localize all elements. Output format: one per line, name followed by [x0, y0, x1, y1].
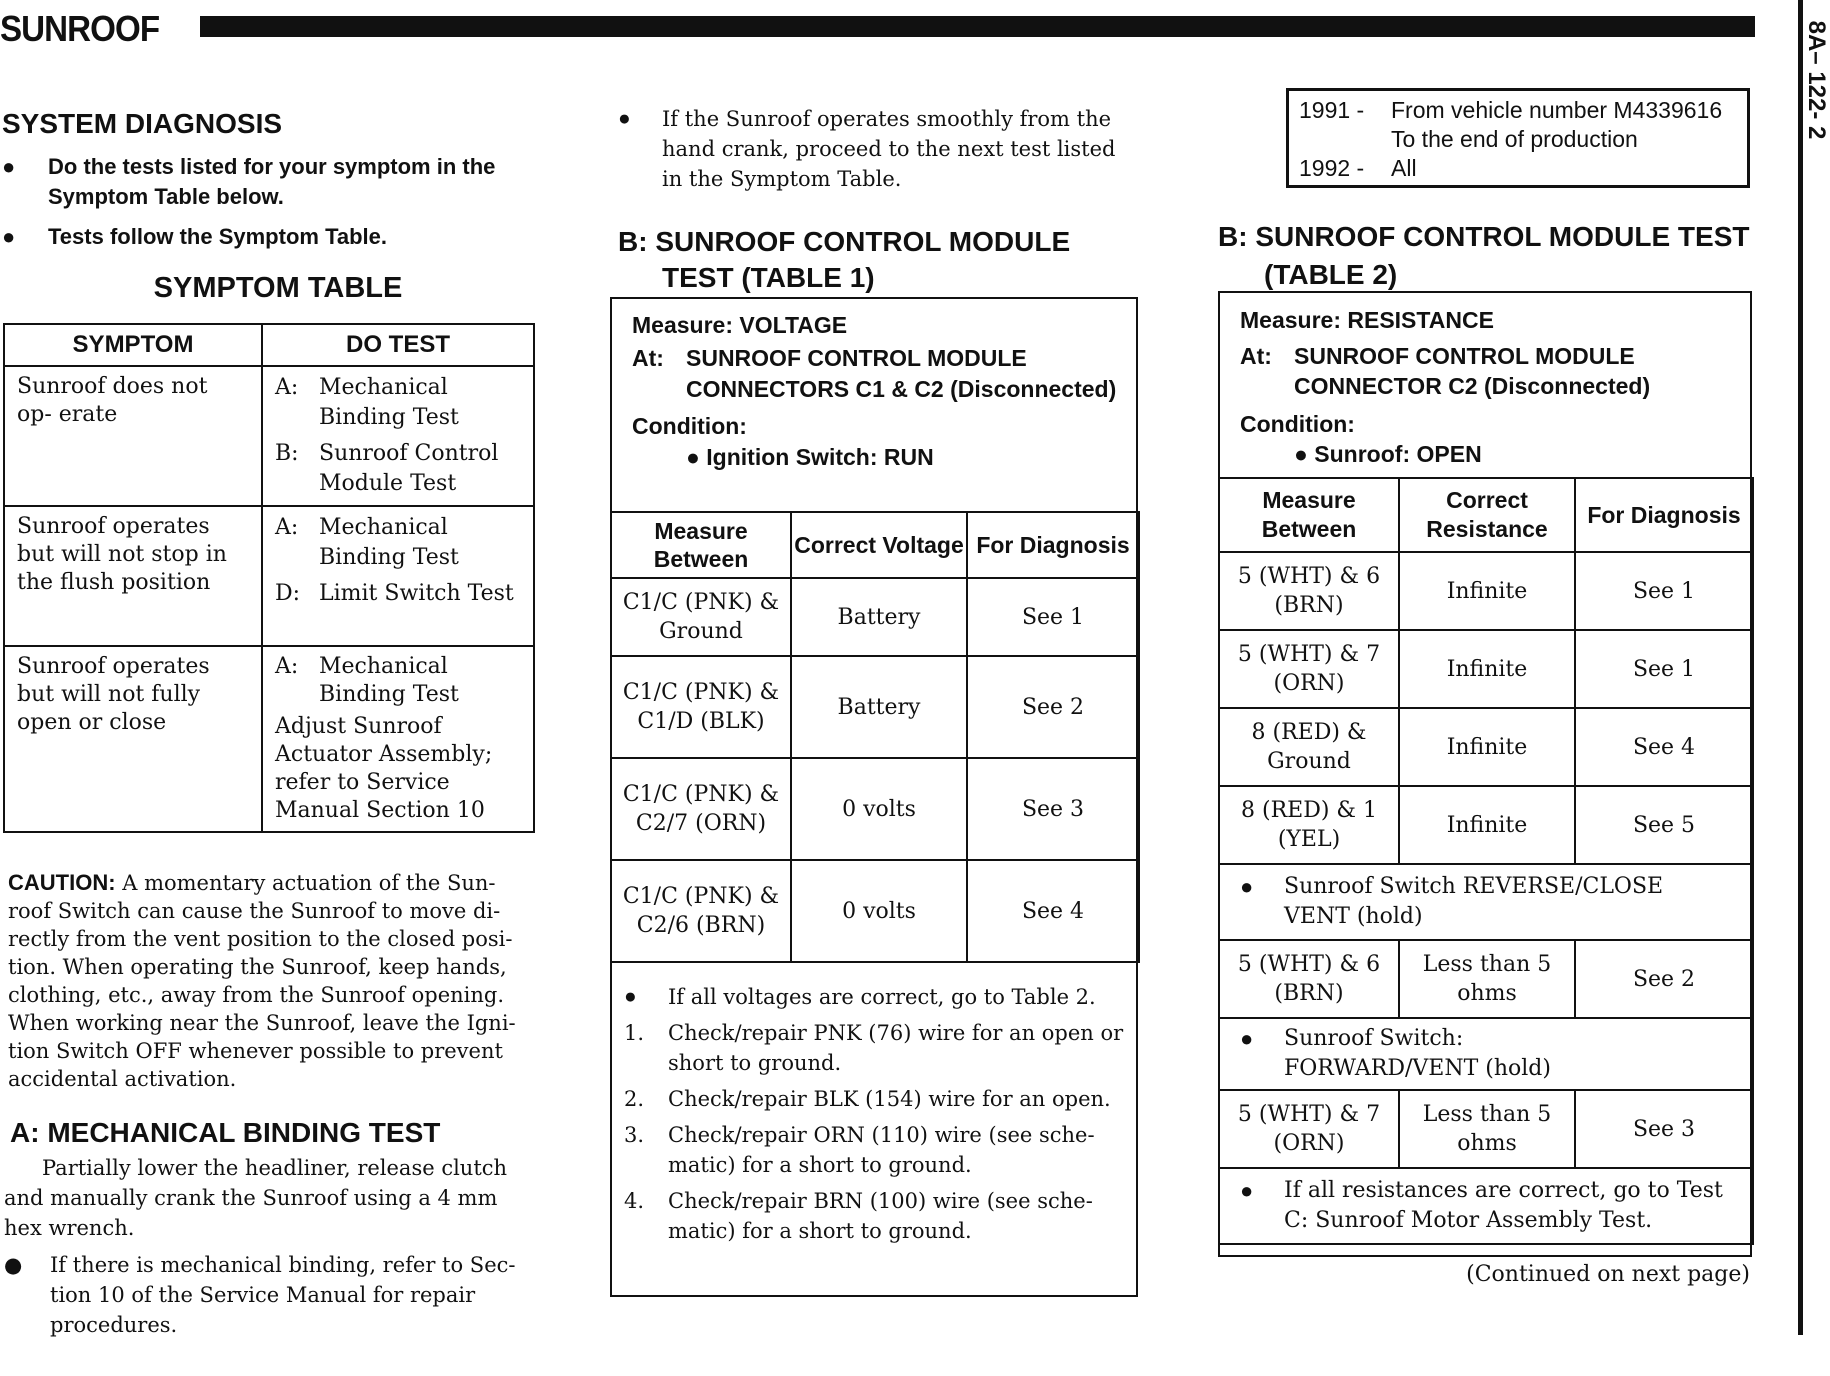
diagnosis-cell: See 3 — [967, 758, 1139, 860]
measure-between-cell: C1/C (PNK) & C2/6 (BRN) — [611, 860, 791, 962]
resistance-table — [1218, 477, 1754, 1245]
test-letter: B: — [275, 441, 299, 466]
switch-row — [1219, 864, 1753, 940]
table-header-row — [1219, 478, 1753, 552]
page-title: SUNROOF — [0, 8, 160, 49]
applicability-row — [1299, 125, 1737, 154]
table-1-notes — [624, 982, 1136, 1246]
header-for-diagnosis: For Diagnosis — [1575, 478, 1753, 552]
test-name: Limit Switch Test — [319, 581, 514, 606]
page-number — [1803, 20, 1830, 140]
table-row — [4, 506, 534, 646]
continued-note: (Continued on next page) — [1466, 1262, 1750, 1287]
header-symptom: SYMPTOM — [4, 324, 262, 366]
test-item — [275, 439, 521, 499]
correct-resistance-cell: Less than 5 ohms — [1399, 940, 1575, 1018]
table-row — [1219, 708, 1753, 786]
condition-text: Sunroof: OPEN — [1314, 441, 1482, 467]
header-for-diagnosis: For Diagnosis — [967, 512, 1139, 578]
page-number-text: 8A– 122- 2 — [1803, 20, 1830, 140]
header-correct-resistance: Correct Resistance — [1399, 478, 1575, 552]
correct-resistance-cell: Infinite — [1399, 630, 1575, 708]
test-name: Mechanical Binding Test — [319, 654, 459, 707]
applicability-text: To the end of production — [1391, 126, 1638, 152]
symptom-cell: Sunroof does not op- erate — [4, 366, 262, 506]
note-number: 4. — [624, 1189, 645, 1213]
table-row — [1219, 630, 1753, 708]
table-2-heading — [1218, 218, 1798, 294]
diagnosis-cell: See 4 — [967, 860, 1139, 962]
note-number: 3. — [624, 1123, 645, 1147]
measure-between-cell: C1/C (PNK) & Ground — [611, 578, 791, 656]
test-letter: A: — [275, 375, 299, 400]
diagnosis-cell: See 4 — [1575, 708, 1753, 786]
test-name: Mechanical Binding Test — [319, 515, 459, 570]
table-row — [611, 758, 1139, 860]
table-row — [611, 656, 1139, 758]
bullet-text: Do the tests listed for your symptom in the Symptom Table below. — [48, 154, 496, 209]
bullet-item — [4, 1250, 530, 1340]
bullet-text: If there is mechanical binding, refer to Sec- tion 10 of the Service Manual for repair procedures. — [50, 1253, 516, 1337]
table-2-heading-line1: B: SUNROOF CONTROL MODULE TEST — [1218, 221, 1750, 252]
measure-between-cell: 5 (WHT) & 7 (ORN) — [1219, 1090, 1399, 1168]
measure-between-cell: C1/C (PNK) & C2/7 (ORN) — [611, 758, 791, 860]
test-item — [275, 579, 521, 609]
note-number: 2. — [624, 1087, 645, 1111]
measure-between-cell: 5 (WHT) & 6 (BRN) — [1219, 940, 1399, 1018]
table-1-heading-line1: B: SUNROOF CONTROL MODULE — [618, 226, 1071, 257]
note-item — [624, 1018, 1136, 1078]
note-text: If all voltages are correct, go to Table 2. — [668, 985, 1096, 1009]
test-letter: A: — [275, 654, 299, 679]
bullet-item — [2, 222, 542, 252]
condition-label: Condition: — [1240, 411, 1355, 437]
table-row — [611, 860, 1139, 962]
symptom-cell: Sunroof operates but will not stop in the flush position — [4, 506, 262, 646]
caution-note — [8, 869, 530, 1093]
note-number: 1. — [624, 1021, 645, 1045]
note-text: Check/repair ORN (110) wire (see sche- matic) for a short to ground. — [668, 1123, 1095, 1177]
measure-label: Measure: RESISTANCE — [1240, 307, 1494, 333]
test-a-section — [10, 1117, 530, 1149]
switch-forward-text: Sunroof Switch: FORWARD/VENT (hold) — [1284, 1026, 1551, 1081]
diagnosis-cell: See 5 — [1575, 786, 1753, 864]
table-header-row — [4, 324, 534, 366]
test-name: Mechanical Binding Test — [319, 375, 459, 430]
table-1-heading-line2: TEST (TABLE 1) — [662, 262, 875, 293]
note-text: Check/repair PNK (76) wire for an open or short to ground. — [668, 1021, 1124, 1075]
caution-label: CAUTION: — [8, 870, 116, 895]
applicability-box — [1286, 88, 1750, 188]
correct-resistance-cell: Infinite — [1399, 552, 1575, 630]
table-row — [1219, 1090, 1753, 1168]
at-row — [1240, 341, 1740, 401]
final-row — [1219, 1168, 1753, 1244]
condition-item: ● Sunroof: OPEN — [1294, 441, 1482, 467]
side-rule — [1798, 0, 1803, 1335]
table-row — [1219, 552, 1753, 630]
applicability-year: 1991 - — [1299, 97, 1365, 123]
measure-between-cell: C1/C (PNK) & C1/D (BLK) — [611, 656, 791, 758]
applicability-text: From vehicle number M4339616 — [1391, 97, 1723, 123]
note-text: Check/repair BLK (154) wire for an open. — [668, 1087, 1111, 1111]
note-item — [624, 1120, 1136, 1180]
bullet-icon: ● — [1240, 1026, 1254, 1051]
do-test-cell — [262, 506, 534, 646]
symptom-cell: Sunroof operates but will not fully open or close — [4, 646, 262, 832]
table-row — [1219, 786, 1753, 864]
bullet-text: Tests follow the Symptom Table. — [48, 224, 388, 249]
measure-between-cell: 5 (WHT) & 7 (ORN) — [1219, 630, 1399, 708]
measure-between-cell: 8 (RED) & 1 (YEL) — [1219, 786, 1399, 864]
table-row — [611, 578, 1139, 656]
applicability-row — [1299, 154, 1737, 183]
bullet-item — [2, 152, 542, 212]
switch-forward-cell — [1219, 1018, 1753, 1090]
bullet-icon: ● — [4, 1253, 23, 1277]
voltage-table — [610, 511, 1140, 963]
applicability-year — [1299, 125, 1391, 154]
correct-voltage-cell: Battery — [791, 578, 967, 656]
measure-between-cell: 8 (RED) & Ground — [1219, 708, 1399, 786]
bullet-icon: ● — [2, 224, 16, 249]
final-bullet-text: If all resistances are correct, go to Test C: Sunroof Motor Assembly Test. — [1284, 1178, 1723, 1233]
at-text: SUNROOF CONTROL MODULE CONNECTORS C1 & C2 (Disconnected) — [686, 345, 1117, 402]
table-2-measure-block — [1240, 305, 1740, 469]
test-extra: Adjust Sunroof Actuator Assembly; refer to Service Manual Section 10 — [275, 714, 493, 823]
caution-text: A momentary actuation of the Sun- roof Switch can cause the Sunroof to move di- rectly from the vent position to the closed posi- tion. When operating the Sunroof, keep hands, clothing, etc., away from the Sunroof opening. When working near the Sunroof, leave the Igni- tion Switch OFF whenever possible to prevent accidental activation. — [8, 871, 516, 1091]
bullet-item — [618, 104, 1140, 194]
header-correct-voltage: Correct Voltage — [791, 512, 967, 578]
test-name: Sunroof Control Module Test — [319, 441, 499, 496]
symptom-table-title: SYMPTOM TABLE — [153, 272, 403, 304]
table-header-row — [611, 512, 1139, 578]
header-measure-between: Measure Between — [1219, 478, 1399, 552]
note-bullet — [624, 982, 1136, 1012]
table-row — [4, 646, 534, 832]
at-label: At: — [632, 345, 664, 371]
bullet-icon: ● — [618, 107, 631, 130]
applicability-text: All — [1391, 155, 1417, 181]
diagnosis-cell: See 1 — [1575, 630, 1753, 708]
diagnosis-cell: See 1 — [967, 578, 1139, 656]
condition-text: Ignition Switch: RUN — [706, 444, 934, 470]
column-1 — [2, 108, 542, 305]
symptom-table — [3, 323, 535, 833]
bullet-icon: ● — [2, 154, 16, 179]
do-test-cell — [262, 646, 534, 832]
test-item — [275, 513, 521, 573]
correct-resistance-cell: Less than 5 ohms — [1399, 1090, 1575, 1168]
applicability-row — [1299, 96, 1737, 125]
bullet-icon: ● — [624, 985, 637, 1008]
diagnosis-cell: See 1 — [1575, 552, 1753, 630]
at-row — [632, 343, 1132, 405]
system-diagnosis-heading: SYSTEM DIAGNOSIS — [2, 108, 283, 139]
test-letter: A: — [275, 515, 299, 540]
diagnosis-cell: See 3 — [1575, 1090, 1753, 1168]
diagnosis-cell: See 2 — [967, 656, 1139, 758]
correct-voltage-cell: 0 volts — [791, 758, 967, 860]
table-2-heading-line2: (TABLE 2) — [1264, 259, 1398, 290]
condition-item: ● Ignition Switch: RUN — [686, 444, 934, 470]
test-letter: D: — [275, 581, 301, 606]
note-item — [624, 1186, 1136, 1246]
measure-label: Measure: VOLTAGE — [632, 312, 848, 338]
note-item — [624, 1084, 1136, 1114]
diagnosis-cell: See 2 — [1575, 940, 1753, 1018]
test-item — [275, 653, 521, 709]
header-do-test: DO TEST — [262, 324, 534, 366]
at-label: At: — [1240, 343, 1272, 369]
at-text: SUNROOF CONTROL MODULE CONNECTOR C2 (Disconnected) — [1294, 343, 1651, 399]
correct-resistance-cell: Infinite — [1399, 708, 1575, 786]
do-test-cell — [262, 366, 534, 506]
test-a-heading: A: MECHANICAL BINDING TEST — [10, 1117, 441, 1148]
bullet-icon: ● — [1240, 874, 1254, 899]
switch-row — [1219, 1018, 1753, 1090]
measure-between-cell: 5 (WHT) & 6 (BRN) — [1219, 552, 1399, 630]
table-row — [4, 366, 534, 506]
title-bar-rule — [200, 16, 1755, 37]
test-a-text: Partially lower the headliner, release clutch and manually crank the Sunroof using a 4 mm hex wrench. — [4, 1156, 508, 1240]
bullet-text: If the Sunroof operates smoothly from the hand crank, proceed to the next test listed in the Symptom Table. — [662, 107, 1116, 191]
table-1-measure-block — [632, 310, 1132, 473]
switch-reverse-cell — [1219, 864, 1753, 940]
switch-reverse-text: Sunroof Switch REVERSE/CLOSE VENT (hold) — [1284, 874, 1664, 929]
final-bullet-cell — [1219, 1168, 1753, 1244]
applicability-year: 1992 - — [1299, 155, 1365, 181]
header-measure-between: Measure Between — [611, 512, 791, 578]
table-row — [1219, 940, 1753, 1018]
correct-voltage-cell: 0 volts — [791, 860, 967, 962]
correct-resistance-cell: Infinite — [1399, 786, 1575, 864]
table-1-heading — [618, 224, 1178, 296]
correct-voltage-cell: Battery — [791, 656, 967, 758]
test-item — [275, 373, 521, 433]
bullet-icon: ● — [1240, 1178, 1254, 1203]
condition-label: Condition: — [632, 413, 747, 439]
note-text: Check/repair BRN (100) wire (see sche- matic) for a short to ground. — [668, 1189, 1093, 1243]
